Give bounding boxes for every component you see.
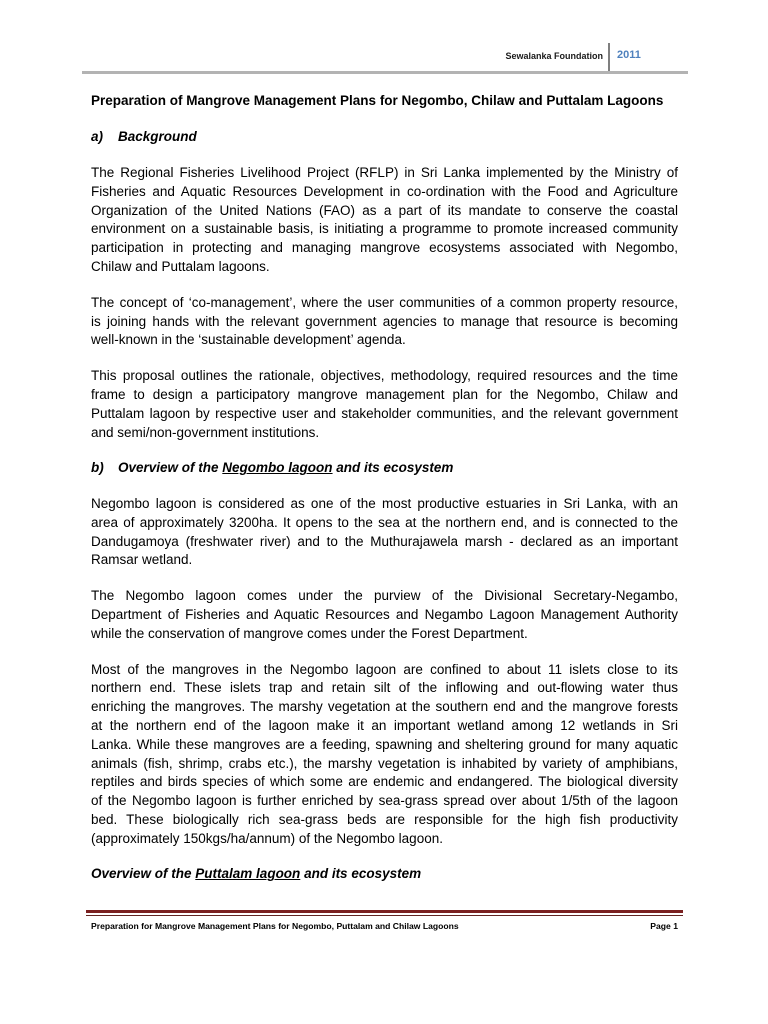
section-heading-negombo [91, 459, 678, 478]
footer-rule [86, 910, 683, 913]
paragraph-line: environment on a sustainable basis, is initiating a programme to promote increased community [91, 221, 678, 237]
paragraph-line: Ramsar wetland. [91, 552, 193, 568]
paragraph-line: The Regional Fisheries Livelihood Project (RFLP) in Sri Lanka implemented by the Ministry of [91, 164, 678, 180]
paragraph [91, 495, 678, 570]
section-heading-suffix: and its ecosystem [300, 866, 422, 882]
header-divider [608, 43, 610, 72]
paragraph-line: bed. These biologically rich sea-grass beds are responsible for the high fish productivity [91, 811, 678, 827]
paragraph-line: Most of the mangroves in the Negombo lagoon are confined to about 11 islets close to its [91, 661, 678, 677]
footer-title: Preparation for Mangrove Management Plans for Negombo, Puttalam and Chilaw Lagoons [91, 921, 459, 931]
paragraph-line: participation in protecting and managing mangrove ecosystems associated with Negombo, [91, 240, 678, 256]
paragraph-line: Negombo lagoon is considered as one of the most productive estuaries in Sri Lanka, with an [91, 495, 678, 511]
header-organization: Sewalanka Foundation [505, 51, 603, 61]
paragraph-line: of the Negombo lagoon is further enriched by sea-grass spread over about 1/5th of the lagoon [91, 793, 678, 809]
section-heading-prefix: Overview of the [91, 866, 196, 882]
paragraph-line: area of approximately 3200ha. It opens to the sea at the northern end, and is connected to the [91, 514, 678, 530]
paragraph-line: reptiles and birds species of which some are endemic and endangered. The biological diversity [91, 774, 678, 790]
paragraph-line: (approximately 150kgs/ha/annum) of the Negombo lagoon. [91, 830, 443, 846]
document-body [91, 92, 678, 901]
paragraph-line: well-known in the ‘sustainable development’ agenda. [91, 332, 406, 348]
section-label: a) [91, 129, 104, 145]
document-title: Preparation of Mangrove Management Plans for Negombo, Chilaw and Puttalam Lagoons [91, 92, 664, 108]
header-year: 2011 [617, 49, 641, 61]
paragraph-line: animals (fish, shrimp, crabs etc.), the marshy vegetation is inhabited by variety of amphibians, [91, 755, 678, 771]
paragraph-line: The concept of ‘co-management’, where the user communities of a common property resource, [91, 294, 678, 310]
section-heading-suffix: and its ecosystem [332, 460, 454, 476]
paragraph-line: Organization of the United Nations (FAO) as a part of its mandate to conserve the coastal [91, 202, 678, 218]
section-heading-background [91, 128, 678, 147]
header-rule [82, 71, 688, 74]
paragraph [91, 661, 678, 849]
paragraph [91, 367, 678, 442]
underlined-term: Negombo lagoon [222, 460, 333, 476]
paragraph-line: while the conservation of mangrove comes under the Forest Department. [91, 625, 528, 641]
paragraph-line: Chilaw and Puttalam lagoons. [91, 258, 270, 274]
paragraph-line: The Negombo lagoon comes under the purview of the Divisional Secretary-Negambo, [91, 588, 678, 604]
section-heading-prefix: Overview of the [118, 460, 223, 476]
paragraph-line: and semi/non-government institutions. [91, 424, 320, 440]
underlined-term: Puttalam lagoon [195, 866, 301, 882]
paragraph-line: enriching the mangroves. The marshy vegetation at the southern end and the mangrove forests [91, 699, 678, 715]
paragraph-line: frame to design a participatory mangrove management plan for the Negombo, Chilaw and [91, 386, 678, 402]
section-label: b) [91, 460, 104, 476]
page-number: Page 1 [650, 921, 678, 931]
paragraph-line: Department of Fisheries and Aquatic Resources and Negambo Lagoon Management Authority [91, 606, 678, 622]
paragraph-line: northern end. These islets trap and retain silt of the inflowing and out-flowing water thus [91, 680, 678, 696]
paragraph [91, 164, 678, 277]
paragraph-line: at the northern end of the lagoon make it an important wetland among 12 wetlands in Sri [91, 717, 678, 733]
paragraph-line: Lanka. While these mangroves are a feeding, spawning and sheltering ground for many aquatic [91, 736, 678, 752]
paragraph-line: Puttalam lagoon by respective user and stakeholder communities, and the relevant government [91, 405, 678, 421]
paragraph [91, 587, 678, 643]
section-heading-puttalam [91, 865, 678, 884]
footer-rule-thin [86, 915, 683, 916]
paragraph-line: This proposal outlines the rationale, objectives, methodology, required resources and the time [91, 368, 678, 384]
section-heading-text: Background [118, 129, 197, 145]
paragraph-line: Dandugamoya (freshwater river) and to the Muthurajawela marsh - declared as an important [91, 533, 678, 549]
paragraph [91, 294, 678, 350]
paragraph-line: is joining hands with the relevant government agencies to manage that resource is becoming [91, 313, 678, 329]
paragraph-line: Fisheries and Aquatic Resources Development in co-ordination with the Food and Agriculture [91, 183, 678, 199]
